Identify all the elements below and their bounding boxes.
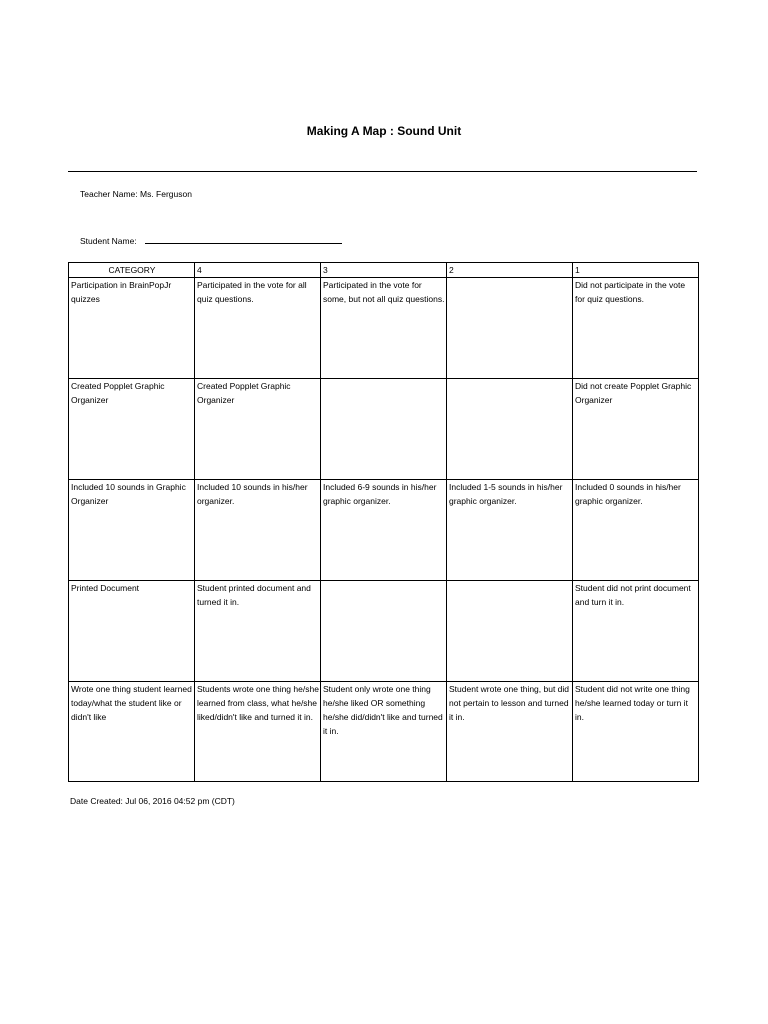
date-created: Date Created: Jul 06, 2016 04:52 pm (CDT) — [70, 796, 235, 806]
cell-score-3 — [321, 379, 447, 480]
title-divider — [68, 171, 697, 172]
cell-score-4: Included 10 sounds in his/her organizer. — [195, 480, 321, 581]
cell-score-4: Participated in the vote for all quiz questions. — [195, 278, 321, 379]
page-title: Making A Map : Sound Unit — [306, 124, 462, 138]
cell-score-4: Created Popplet Graphic Organizer — [195, 379, 321, 480]
table-row — [69, 278, 699, 379]
teacher-name: Teacher Name: Ms. Ferguson — [80, 189, 192, 199]
cell-score-1: Student did not print document and turn it in. — [573, 581, 699, 682]
header-row — [69, 263, 699, 278]
header-score-1: 1 — [573, 263, 699, 278]
table-row — [69, 581, 699, 682]
cell-category: Printed Document — [69, 581, 195, 682]
header-category: CATEGORY — [69, 263, 195, 278]
cell-category: Included 10 sounds in Graphic Organizer — [69, 480, 195, 581]
cell-score-3: Included 6-9 sounds in his/her graphic organizer. — [321, 480, 447, 581]
cell-score-1: Did not participate in the vote for quiz questions. — [573, 278, 699, 379]
header-score-2: 2 — [447, 263, 573, 278]
cell-score-1: Did not create Popplet Graphic Organizer — [573, 379, 699, 480]
student-name-blank — [145, 234, 342, 244]
rubric-table — [68, 262, 699, 782]
cell-category: Participation in BrainPopJr quizzes — [69, 278, 195, 379]
cell-score-2: Included 1-5 sounds in his/her graphic organizer. — [447, 480, 573, 581]
cell-score-2 — [447, 581, 573, 682]
table-row — [69, 379, 699, 480]
cell-score-2 — [447, 379, 573, 480]
header-score-4: 4 — [195, 263, 321, 278]
cell-score-2: Student wrote one thing, but did not pertain to lesson and turned it in. — [447, 682, 573, 782]
cell-score-3 — [321, 581, 447, 682]
cell-category: Created Popplet Graphic Organizer — [69, 379, 195, 480]
cell-score-3: Student only wrote one thing he/she liked OR something he/she did/didn't like and turned it in. — [321, 682, 447, 782]
student-name-label: Student Name: — [80, 236, 137, 246]
cell-score-1: Included 0 sounds in his/her graphic organizer. — [573, 480, 699, 581]
table-row — [69, 480, 699, 581]
header-score-3: 3 — [321, 263, 447, 278]
cell-score-3: Participated in the vote for some, but not all quiz questions. — [321, 278, 447, 379]
student-name-line — [80, 234, 342, 246]
cell-score-1: Student did not write one thing he/she learned today or turn it in. — [573, 682, 699, 782]
cell-category: Wrote one thing student learned today/what the student like or didn't like — [69, 682, 195, 782]
cell-score-4: Students wrote one thing he/she learned from class, what he/she liked/didn't like and turned it in. — [195, 682, 321, 782]
cell-score-4: Student printed document and turned it in. — [195, 581, 321, 682]
cell-score-2 — [447, 278, 573, 379]
table-row — [69, 682, 699, 782]
